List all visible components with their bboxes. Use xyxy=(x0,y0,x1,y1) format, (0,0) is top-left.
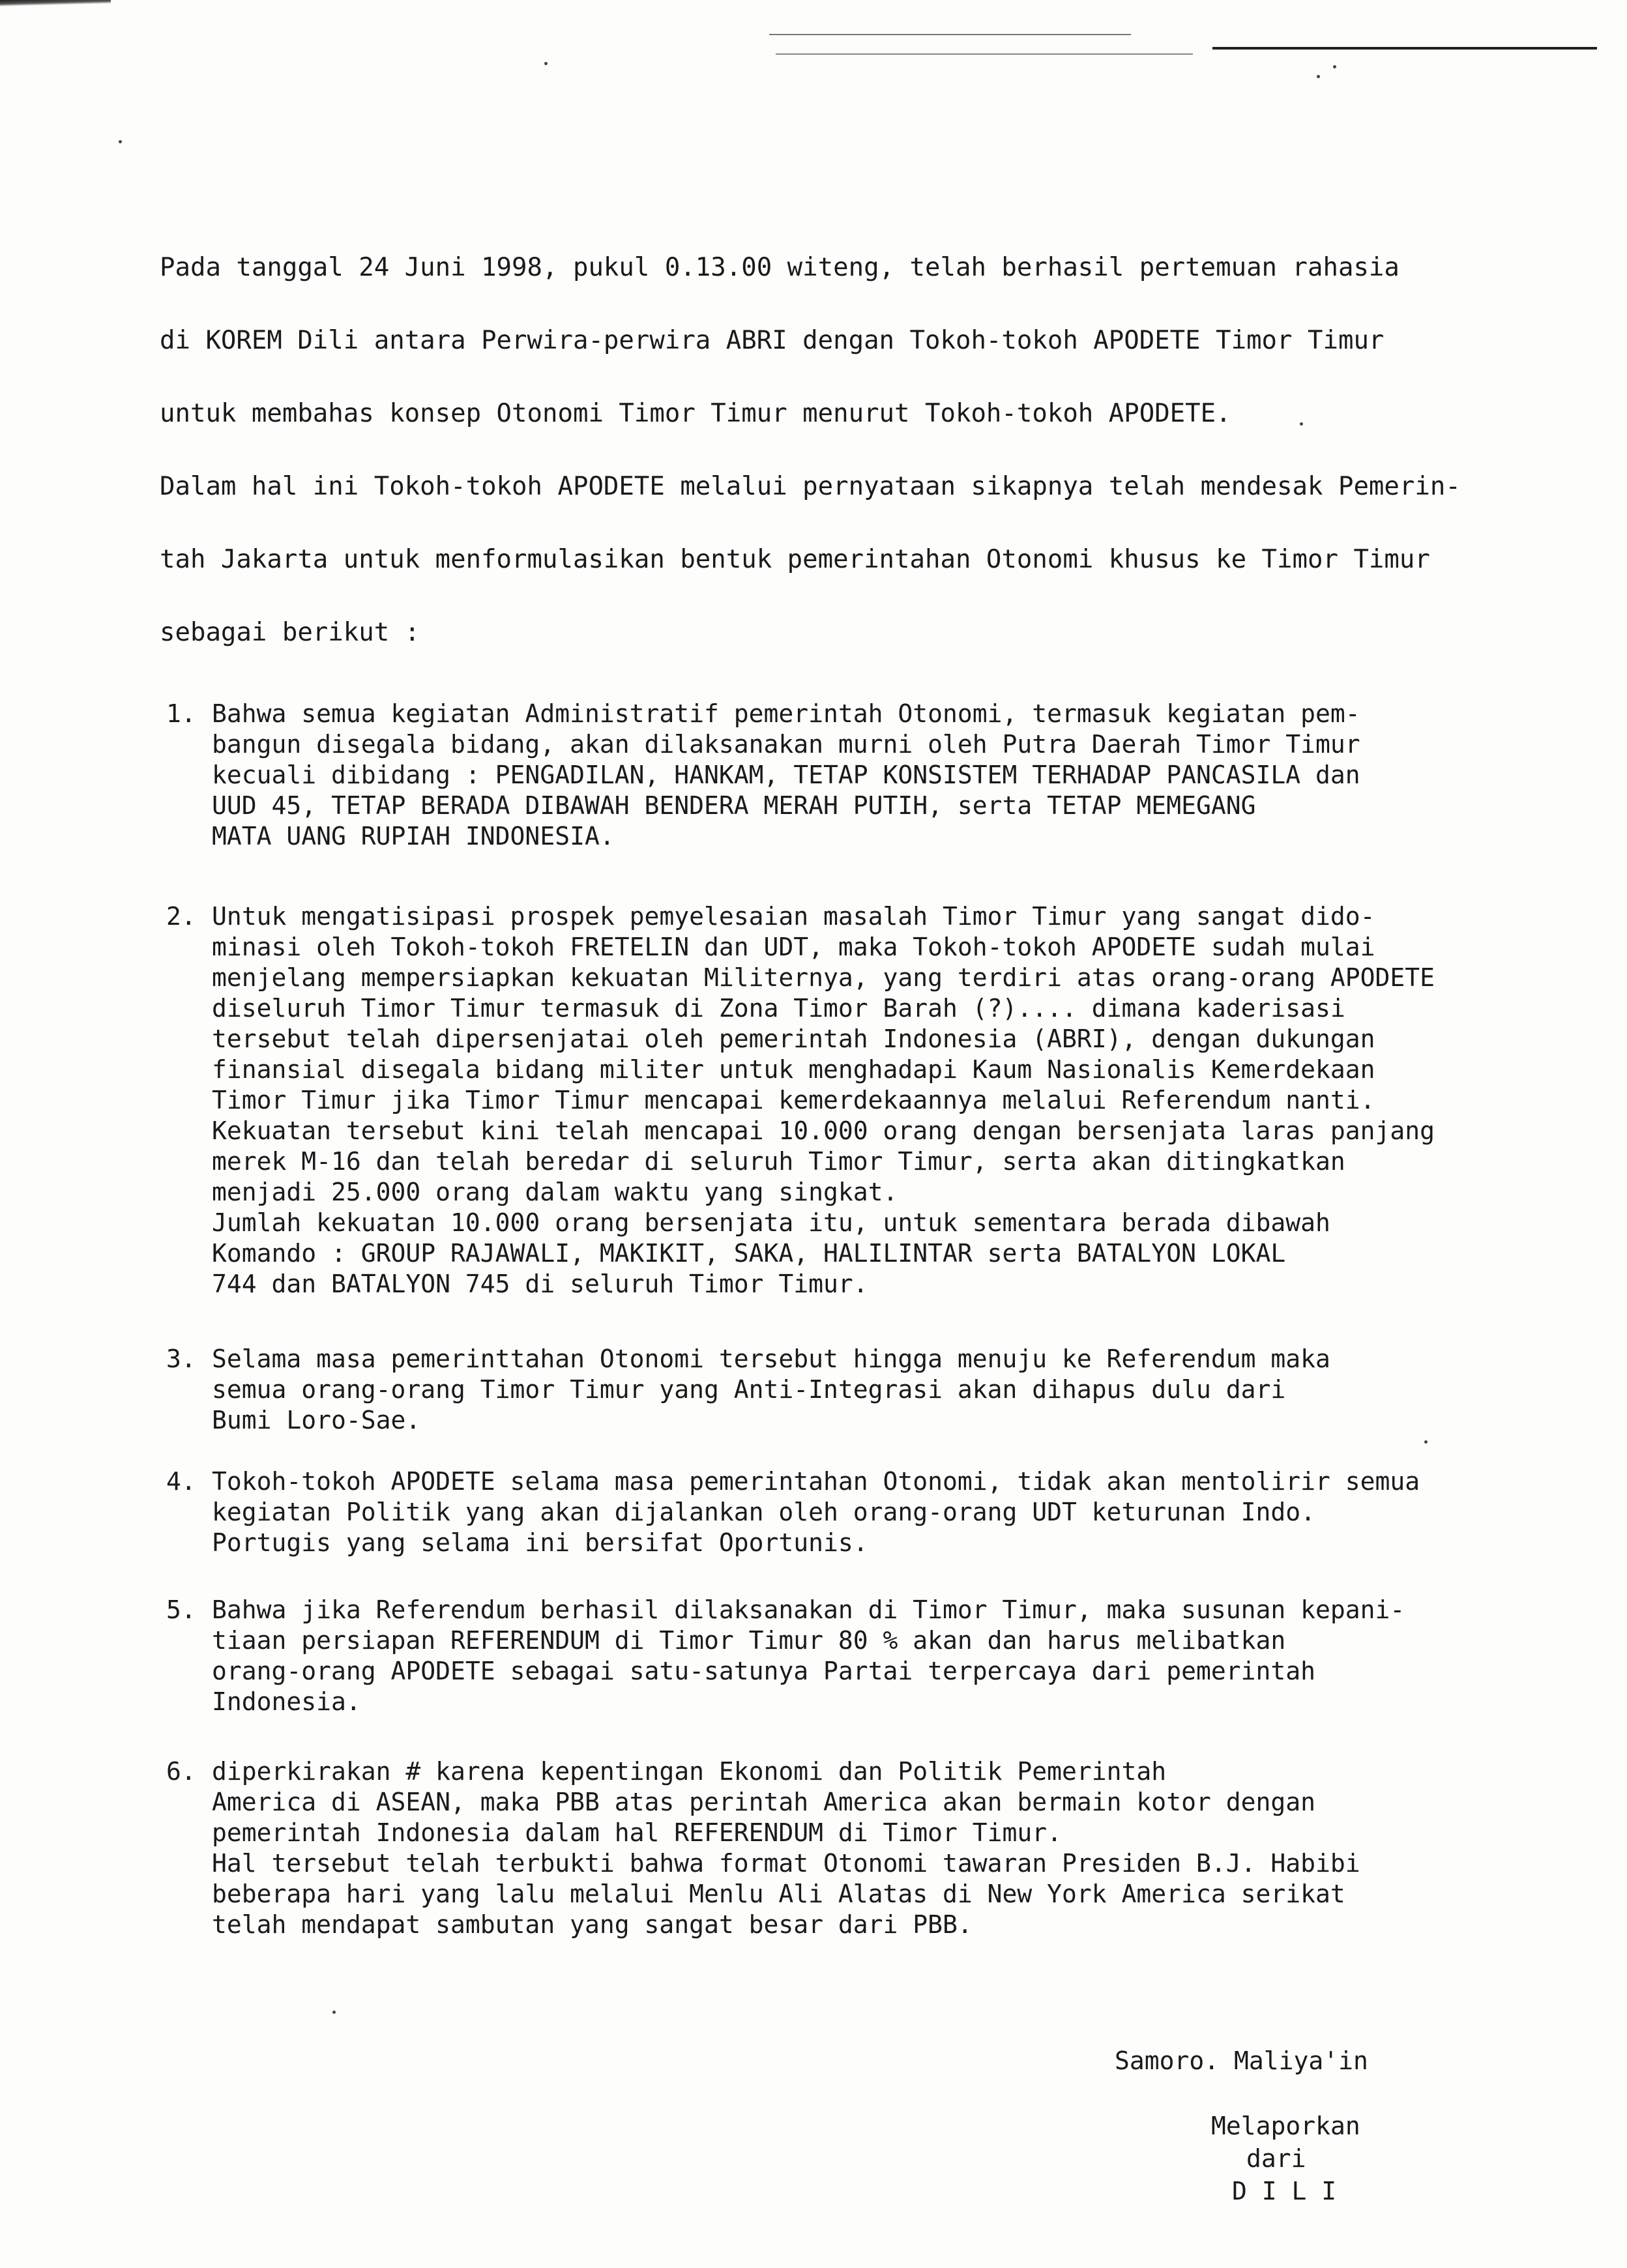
item-text xyxy=(212,1756,1568,1940)
item-line: merek M-16 dan telah beredar di seluruh Timor Timur, serta akan ditingkatkan xyxy=(212,1147,1345,1176)
item-number: 2. xyxy=(166,902,196,931)
scan-speck xyxy=(1333,65,1336,68)
scan-line-2 xyxy=(776,53,1193,55)
intro-paragraph xyxy=(160,231,1496,669)
item-text xyxy=(212,1466,1568,1558)
signature-reported: Melaporkan xyxy=(1211,2112,1360,2140)
item-line: kecuali dibidang : PENGADILAN, HANKAM, TETAP KONSISTEM TERHADAP PANCASILA dan xyxy=(212,761,1360,789)
scan-line-4 xyxy=(1212,47,1597,50)
item-line: Selama masa pemerinttahan Otonomi tersebut hingga menuju ke Referendum maka xyxy=(212,1345,1330,1373)
item-line: Bumi Loro-Sae. xyxy=(212,1406,421,1434)
item-line: tersebut telah dipersenjatai oleh pemerintah Indonesia (ABRI), dengan dukungan xyxy=(212,1025,1375,1053)
item-line: 744 dan BATALYON 745 di seluruh Timor Timur. xyxy=(212,1270,868,1298)
item-number: 3. xyxy=(166,1345,196,1373)
item-line: semua orang-orang Timor Timur yang Anti-Integrasi akan dihapus dulu dari xyxy=(212,1375,1286,1404)
item-line: Tokoh-tokoh APODETE selama masa pemerintahan Otonomi, tidak akan mentolirir semua xyxy=(212,1467,1420,1496)
item-line: Timor Timur jika Timor Timur mencapai kemerdekaannya melalui Referendum nanti. xyxy=(212,1086,1375,1114)
item-line: orang-orang APODETE sebagai satu-satunya Partai terpercaya dari pemerintah xyxy=(212,1657,1315,1685)
item-line: beberapa hari yang lalu melalui Menlu Ali Alatas di New York America serikat xyxy=(212,1880,1345,1908)
item-line: Indonesia. xyxy=(212,1687,361,1716)
signature-from: dari xyxy=(1246,2144,1306,2173)
scan-edge-mark xyxy=(0,0,111,7)
item-line: Jumlah kekuatan 10.000 orang bersenjata itu, untuk sementara berada dibawah xyxy=(212,1208,1330,1237)
item-text xyxy=(212,901,1568,1300)
item-line: Bahwa jika Referendum berhasil dilaksanakan di Timor Timur, maka susunan kepani- xyxy=(212,1595,1405,1624)
signature-name: Samoro. Maliya'in xyxy=(1115,2046,1368,2075)
signature-place: D I L I xyxy=(1232,2177,1337,2205)
item-line: pemerintah Indonesia dalam hal REFERENDUM di Timor Timur. xyxy=(212,1818,1063,1847)
intro-line: Dalam hal ini Tokoh-tokoh APODETE melalui pernyataan sikapnya telah mendesak Pemerin- xyxy=(160,472,1461,501)
item-line: minasi oleh Tokoh-tokoh FRETELIN dan UDT, maka Tokoh-tokoh APODETE sudah mulai xyxy=(212,933,1375,961)
item-line: Hal tersebut telah terbukti bahwa format Otonomi tawaran Presiden B.J. Habibi xyxy=(212,1849,1360,1878)
scan-line-3 xyxy=(1069,34,1131,35)
item-line: menjelang mempersiapkan kekuatan Militernya, yang terdiri atas orang-orang APODETE xyxy=(212,963,1435,992)
item-line: telah mendapat sambutan yang sangat besar dari PBB. xyxy=(212,1910,973,1939)
item-text xyxy=(212,699,1568,852)
item-number: 1. xyxy=(166,699,196,728)
intro-line: untuk membahas konsep Otonomi Timor Timur menurut Tokoh-tokoh APODETE. xyxy=(160,399,1231,428)
item-line: menjadi 25.000 orang dalam waktu yang singkat. xyxy=(212,1178,898,1206)
item-line: Kekuatan tersebut kini telah mencapai 10.000 orang dengan bersenjata laras panjang xyxy=(212,1116,1435,1145)
scan-speck xyxy=(1424,1440,1428,1444)
item-line: finansial disegala bidang militer untuk menghadapi Kaum Nasionalis Kemerdekaan xyxy=(212,1055,1375,1084)
item-line: diperkirakan # karena kepentingan Ekonomi dan Politik Pemerintah xyxy=(212,1757,1167,1786)
intro-line: di KOREM Dili antara Perwira-perwira ABRI dengan Tokoh-tokoh APODETE Timor Timur xyxy=(160,326,1385,355)
intro-line: sebagai berikut : xyxy=(160,618,420,647)
item-line: MATA UANG RUPIAH INDONESIA. xyxy=(212,822,615,850)
item-line: Komando : GROUP RAJAWALI, MAKIKIT, SAKA, HALILINTAR serta BATALYON LOKAL xyxy=(212,1239,1286,1268)
item-number: 5. xyxy=(166,1595,196,1624)
item-line: diseluruh Timor Timur termasuk di Zona Timor Barah (?).... dimana kaderisasi xyxy=(212,994,1345,1023)
scan-speck xyxy=(332,2011,336,2014)
item-line: bangun disegala bidang, akan dilaksanakan murni oleh Putra Daerah Timor Timur xyxy=(212,730,1360,759)
item-text xyxy=(212,1344,1568,1436)
item-line: America di ASEAN, maka PBB atas perintah America akan bermain kotor dengan xyxy=(212,1788,1315,1816)
scan-speck xyxy=(119,140,122,143)
intro-line: Pada tanggal 24 Juni 1998, pukul 0.13.00 witeng, telah berhasil pertemuan rahasia xyxy=(160,253,1400,282)
item-number: 4. xyxy=(166,1467,196,1496)
scan-line-1 xyxy=(769,34,1089,35)
intro-line: tah Jakarta untuk menformulasikan bentuk pemerintahan Otonomi khusus ke Timor Timur xyxy=(160,545,1430,574)
item-line: UUD 45, TETAP BERADA DIBAWAH BENDERA MERAH PUTIH, serta TETAP MEMEGANG xyxy=(212,791,1256,820)
scan-speck xyxy=(544,62,548,65)
scan-speck xyxy=(1317,75,1320,78)
item-text xyxy=(212,1595,1568,1717)
item-line: Bahwa semua kegiatan Administratif pemerintah Otonomi, termasuk kegiatan pem- xyxy=(212,699,1360,728)
item-line: Untuk mengatisipasi prospek pemyelesaian masalah Timor Timur yang sangat dido- xyxy=(212,902,1375,931)
item-line: Portugis yang selama ini bersifat Oportunis. xyxy=(212,1528,868,1557)
item-line: tiaan persiapan REFERENDUM di Timor Timur 80 % akan dan harus melibatkan xyxy=(212,1626,1286,1655)
item-line: kegiatan Politik yang akan dijalankan oleh orang-orang UDT keturunan Indo. xyxy=(212,1498,1315,1526)
item-number: 6. xyxy=(166,1757,196,1786)
